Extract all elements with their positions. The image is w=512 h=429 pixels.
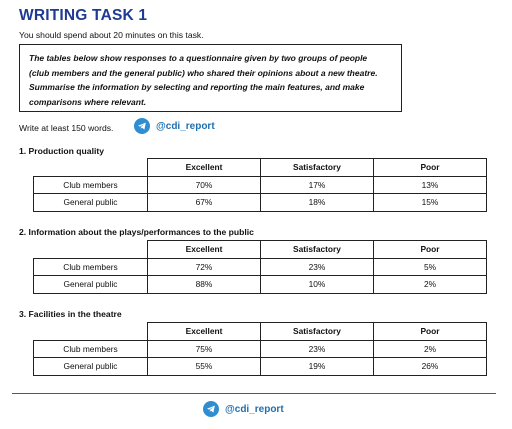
row-label: Club members — [34, 258, 148, 276]
column-header: Satisfactory — [261, 159, 374, 177]
empty-corner-cell — [34, 323, 148, 341]
section-title: 1. Production quality — [19, 146, 104, 156]
table-row — [34, 258, 487, 276]
page-title: WRITING TASK 1 — [19, 7, 148, 24]
time-instruction: You should spend about 20 minutes on this task. — [19, 30, 204, 40]
table-cell: 18% — [261, 194, 374, 212]
table-row — [34, 194, 487, 212]
footer-telegram-link[interactable] — [203, 401, 284, 417]
information-table — [33, 240, 487, 294]
column-header: Poor — [374, 323, 487, 341]
table-cell: 55% — [148, 358, 261, 376]
table-cell: 2% — [374, 276, 487, 294]
empty-corner-cell — [34, 241, 148, 259]
telegram-icon — [134, 118, 150, 134]
table-cell: 15% — [374, 194, 487, 212]
table-cell: 75% — [148, 340, 261, 358]
task-line: comparisons where relevant. — [29, 96, 147, 107]
word-limit: Write at least 150 words. — [19, 123, 114, 133]
row-label: General public — [34, 194, 148, 212]
table-row — [34, 276, 487, 294]
telegram-icon — [203, 401, 219, 417]
production-quality-table — [33, 158, 487, 212]
telegram-handle[interactable]: @cdi_report — [225, 403, 284, 415]
table-cell: 88% — [148, 276, 261, 294]
column-header: Excellent — [148, 241, 261, 259]
table-header-row — [34, 241, 487, 259]
row-label: General public — [34, 276, 148, 294]
table-header-row — [34, 159, 487, 177]
table-cell: 10% — [261, 276, 374, 294]
section-title: 2. Information about the plays/performances to the public — [19, 227, 254, 237]
table-cell: 23% — [261, 340, 374, 358]
facilities-table — [33, 322, 487, 376]
section-title: 3. Facilities in the theatre — [19, 309, 122, 319]
row-label: Club members — [34, 176, 148, 194]
table-row — [34, 340, 487, 358]
task-prompt-box — [19, 44, 402, 112]
table-cell: 72% — [148, 258, 261, 276]
table-cell: 2% — [374, 340, 487, 358]
table-cell: 5% — [374, 258, 487, 276]
table-cell: 19% — [261, 358, 374, 376]
table-row — [34, 358, 487, 376]
footer-divider — [12, 393, 496, 394]
column-header: Poor — [374, 159, 487, 177]
empty-corner-cell — [34, 159, 148, 177]
telegram-link[interactable] — [134, 118, 215, 134]
column-header: Excellent — [148, 323, 261, 341]
table-cell: 17% — [261, 176, 374, 194]
column-header: Poor — [374, 241, 487, 259]
table-cell: 26% — [374, 358, 487, 376]
table-cell: 13% — [374, 176, 487, 194]
column-header: Satisfactory — [261, 323, 374, 341]
task-line: The tables below show responses to a questionnaire given by two groups of people — [29, 53, 368, 63]
table-cell: 67% — [148, 194, 261, 212]
table-cell: 70% — [148, 176, 261, 194]
table-header-row — [34, 323, 487, 341]
telegram-handle[interactable]: @cdi_report — [156, 120, 215, 132]
task-line: Summarise the information by selecting and reporting the main features, and make — [29, 82, 365, 92]
column-header: Excellent — [148, 159, 261, 177]
row-label: General public — [34, 358, 148, 376]
table-row — [34, 176, 487, 194]
row-label: Club members — [34, 340, 148, 358]
column-header: Satisfactory — [261, 241, 374, 259]
task-line: (club members and the general public) who shared their opinions about a new theatre. — [29, 67, 378, 78]
table-cell: 23% — [261, 258, 374, 276]
